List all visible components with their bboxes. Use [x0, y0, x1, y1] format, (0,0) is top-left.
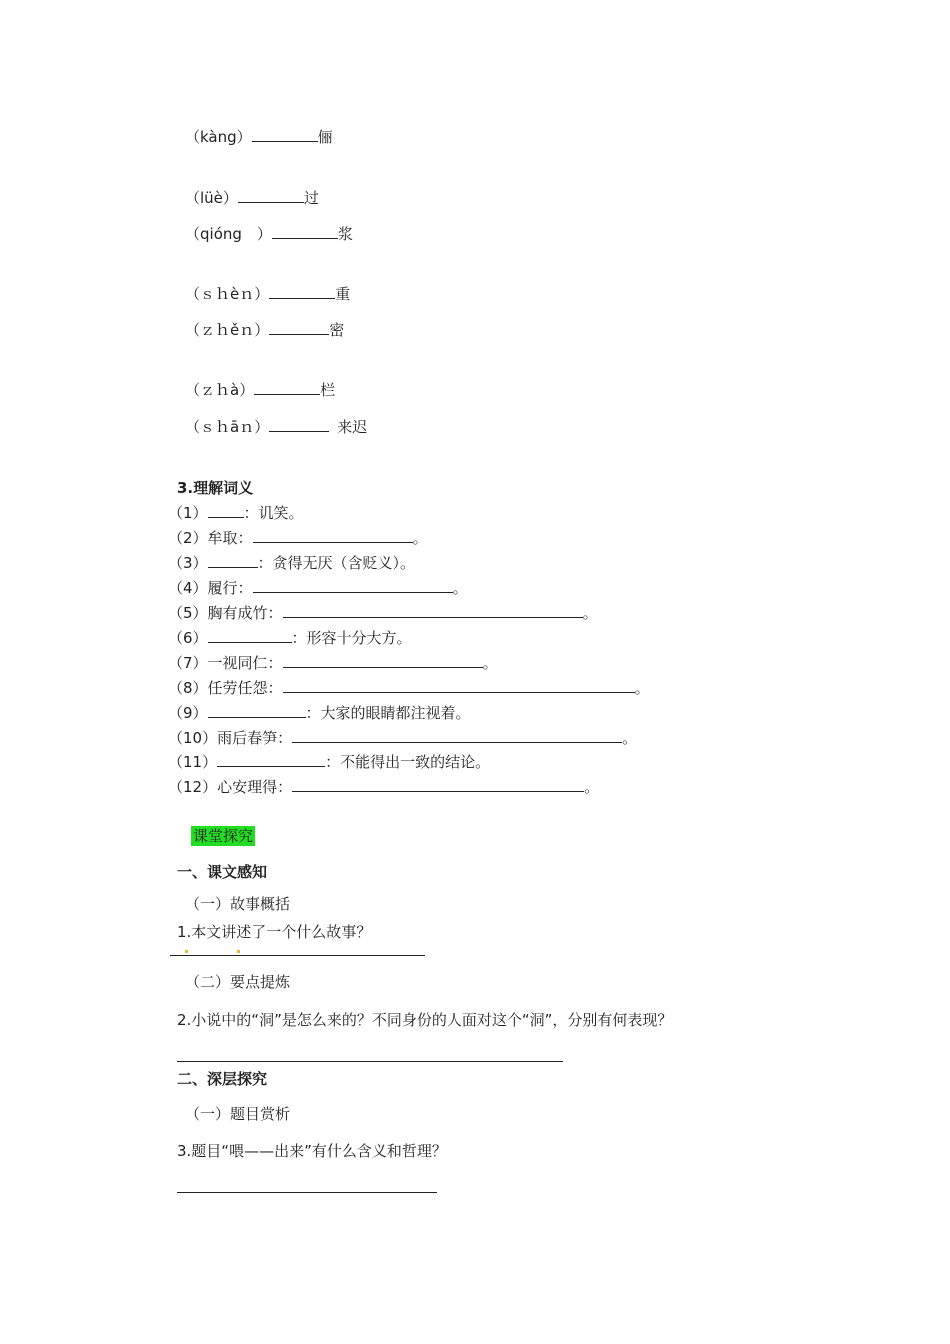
answer-blank[interactable] — [252, 127, 318, 142]
answer-line[interactable] — [170, 955, 425, 956]
answer-blank[interactable] — [208, 503, 244, 518]
item-definition: ：大家的眼睛都注视着。 — [305, 704, 471, 722]
answer-blank[interactable] — [269, 320, 329, 335]
part2-subtitle-1: （一）题目赏析 — [185, 1105, 291, 1123]
item-number: （9） — [168, 704, 208, 722]
answer-blank[interactable] — [292, 777, 584, 792]
item-number: （1） — [168, 504, 208, 522]
item-word: 履行： — [207, 579, 253, 597]
item-word: 一视同仁： — [207, 654, 283, 672]
item-number: （2） — [168, 529, 208, 547]
pinyin-label: （lüè） — [185, 189, 238, 207]
pinyin-char: 重 — [335, 285, 351, 303]
answer-blank[interactable] — [217, 752, 325, 767]
pinyin-label: （ｚｈěｎ） — [185, 321, 270, 339]
item-number: （5） — [168, 604, 208, 622]
marker-dot — [185, 950, 188, 953]
vocab-item — [168, 503, 304, 523]
item-number: （8） — [168, 679, 208, 697]
part2-title: 二、深层探究 — [177, 1070, 268, 1088]
question-3: 3.题目“喂——出来”有什么含义和哲理？ — [177, 1142, 447, 1160]
item-number: （6） — [168, 629, 208, 647]
pinyin-item — [185, 188, 319, 208]
pinyin-char: 过 — [303, 189, 319, 207]
answer-blank[interactable] — [283, 678, 635, 693]
pinyin-label: （qióng ） — [185, 225, 272, 243]
vocab-item — [168, 603, 598, 623]
answer-blank[interactable] — [208, 628, 292, 643]
item-word: 胸有成竹： — [207, 604, 283, 622]
pinyin-label: （kàng） — [185, 128, 252, 146]
answer-line[interactable] — [177, 1192, 437, 1193]
item-end: 。 — [634, 679, 650, 697]
vocab-item — [168, 752, 490, 772]
pinyin-label: （ｓｈāｎ） — [185, 418, 270, 436]
answer-blank[interactable] — [292, 728, 622, 743]
item-end: 。 — [582, 604, 598, 622]
part1-title: 一、课文感知 — [177, 863, 268, 881]
vocab-item — [168, 678, 650, 698]
pinyin-item — [185, 380, 335, 400]
answer-blank[interactable] — [208, 553, 258, 568]
item-end: 。 — [584, 778, 600, 796]
vocab-item — [168, 553, 415, 573]
item-number: （7） — [168, 654, 208, 672]
question-2: 2.小说中的“洞”是怎么来的？不同身份的人面对这个“洞”，分别有何表现？ — [177, 1011, 673, 1029]
classroom-badge — [191, 826, 255, 846]
item-word: 心安理得： — [217, 778, 293, 796]
pinyin-item — [185, 127, 333, 147]
item-number: （3） — [168, 554, 208, 572]
vocab-item — [168, 777, 599, 797]
answer-blank[interactable] — [238, 188, 304, 203]
item-number: （10） — [168, 729, 218, 747]
vocab-item — [168, 528, 428, 548]
item-word: 牟取： — [207, 529, 253, 547]
item-word: 任劳任怨： — [207, 679, 283, 697]
answer-blank[interactable] — [254, 380, 320, 395]
badge-label: 课堂探究 — [193, 827, 254, 845]
item-end: 。 — [452, 579, 468, 597]
answer-blank[interactable] — [253, 578, 453, 593]
pinyin-item — [185, 320, 344, 340]
vocab-item — [168, 628, 412, 648]
pinyin-char: 栏 — [320, 381, 336, 399]
answer-blank[interactable] — [272, 224, 338, 239]
item-definition: ：贪得无厌（含贬义）。 — [257, 554, 416, 572]
pinyin-item — [185, 417, 367, 437]
pinyin-label: （ｚｈà） — [185, 381, 255, 399]
item-number: （11） — [168, 753, 218, 771]
item-end: 。 — [412, 529, 428, 547]
answer-blank[interactable] — [253, 528, 413, 543]
item-end: 。 — [622, 729, 638, 747]
item-number: （12） — [168, 778, 218, 796]
item-number: （4） — [168, 579, 208, 597]
pinyin-item — [185, 224, 353, 244]
item-definition: ：讥笑。 — [243, 504, 304, 522]
pinyin-char: 密 — [329, 321, 345, 339]
vocab-item — [168, 728, 637, 748]
answer-blank[interactable] — [269, 417, 329, 432]
part1-subtitle-2: （二）要点提炼 — [185, 973, 291, 991]
answer-blank[interactable] — [269, 284, 335, 299]
answer-blank[interactable] — [283, 603, 583, 618]
item-definition: ：形容十分大方。 — [291, 629, 412, 647]
part1-subtitle-1: （一）故事概括 — [185, 895, 291, 913]
item-end: 。 — [482, 654, 498, 672]
marker-dot — [237, 950, 240, 953]
answer-line[interactable] — [177, 1061, 563, 1062]
pinyin-char: 俪 — [317, 128, 333, 146]
pinyin-char: 浆 — [337, 225, 353, 243]
item-definition: ：不能得出一致的结论。 — [325, 753, 491, 771]
pinyin-item — [185, 284, 350, 304]
vocab-item — [168, 653, 498, 673]
question-1: 1.本文讲述了一个什么故事？ — [177, 923, 372, 941]
item-word: 雨后春笋： — [217, 729, 293, 747]
pinyin-char: 来迟 — [337, 418, 368, 436]
section-title: 3.理解词义 — [177, 479, 254, 497]
vocab-item — [168, 703, 471, 723]
pinyin-label: （ｓｈèｎ） — [185, 285, 270, 303]
vocab-item — [168, 578, 468, 598]
answer-blank[interactable] — [283, 653, 483, 668]
answer-blank[interactable] — [208, 703, 306, 718]
